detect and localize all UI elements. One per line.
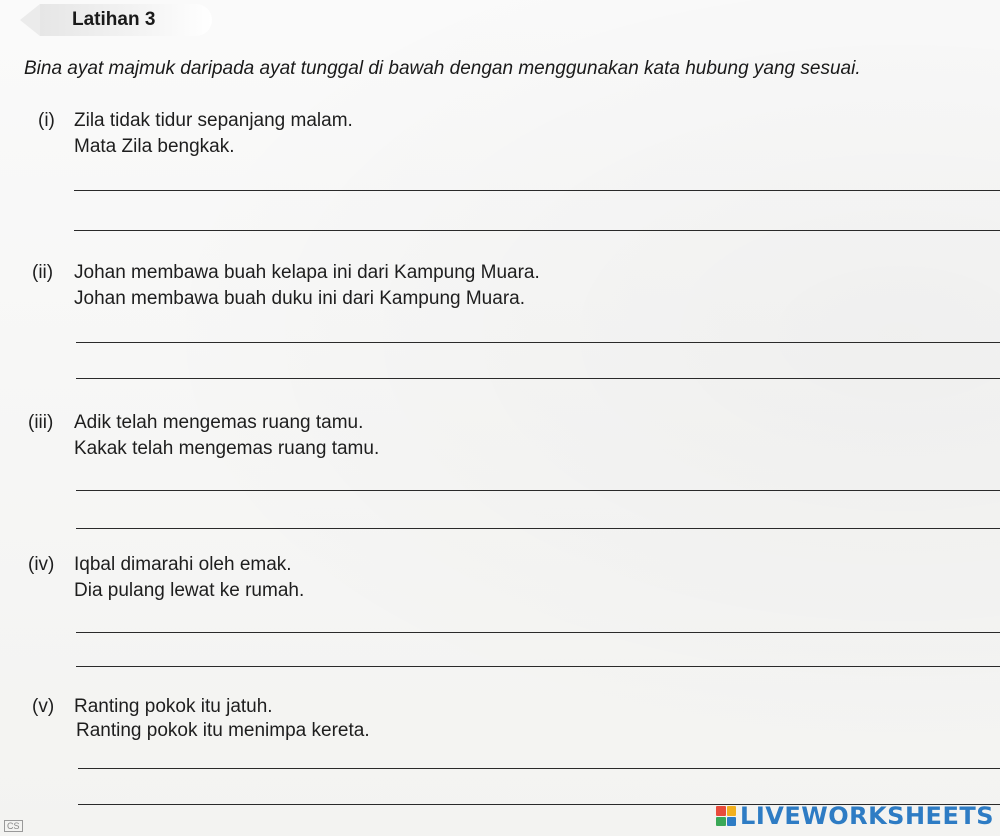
answer-line-1[interactable] — [76, 632, 1000, 633]
answer-line-1[interactable] — [76, 490, 1000, 491]
answer-line-1[interactable] — [74, 190, 1000, 191]
answer-line-1[interactable] — [78, 768, 1000, 769]
brand-name: LIVEWORKSHEETS — [740, 802, 994, 830]
question-5 — [32, 696, 1000, 816]
answer-line-2[interactable] — [74, 230, 1000, 231]
answer-line-2[interactable] — [76, 378, 1000, 379]
question-number: (v) — [32, 696, 55, 717]
question-4 — [28, 554, 1000, 684]
sentence-2: Kakak telah mengemas ruang tamu. — [74, 438, 380, 459]
liveworksheets-logo — [716, 802, 994, 830]
question-number: (ii) — [32, 262, 54, 283]
question-number: (iii) — [28, 412, 54, 433]
scanner-badge: CS — [4, 820, 23, 832]
instruction-text: Bina ayat majmuk daripada ayat tunggal di bawah dengan menggunakan kata hubung yang sesuai. — [24, 58, 861, 79]
sentence-2: Dia pulang lewat ke rumah. — [74, 580, 305, 601]
page-title: Latihan 3 — [72, 9, 156, 30]
question-2 — [32, 262, 1000, 392]
question-1 — [38, 110, 1000, 240]
sentence-2: Johan membawa buah duku ini dari Kampung Muara. — [74, 288, 525, 309]
sentence-2: Ranting pokok itu menimpa kereta. — [76, 720, 370, 741]
sentence-1: Zila tidak tidur sepanjang malam. — [74, 110, 353, 131]
question-3 — [28, 412, 1000, 542]
question-number: (i) — [38, 110, 55, 131]
sentence-2: Mata Zila bengkak. — [74, 136, 235, 157]
question-number: (iv) — [28, 554, 55, 575]
sentence-1: Adik telah mengemas ruang tamu. — [74, 412, 364, 433]
answer-line-1[interactable] — [76, 342, 1000, 343]
sentence-1: Johan membawa buah kelapa ini dari Kampung Muara. — [74, 262, 540, 283]
scanner-watermark — [4, 820, 23, 832]
sentence-1: Iqbal dimarahi oleh emak. — [74, 554, 292, 575]
liveworksheets-icon — [716, 806, 736, 826]
answer-line-2[interactable] — [76, 666, 1000, 667]
sentence-1: Ranting pokok itu jatuh. — [74, 696, 273, 717]
answer-line-2[interactable] — [76, 528, 1000, 529]
